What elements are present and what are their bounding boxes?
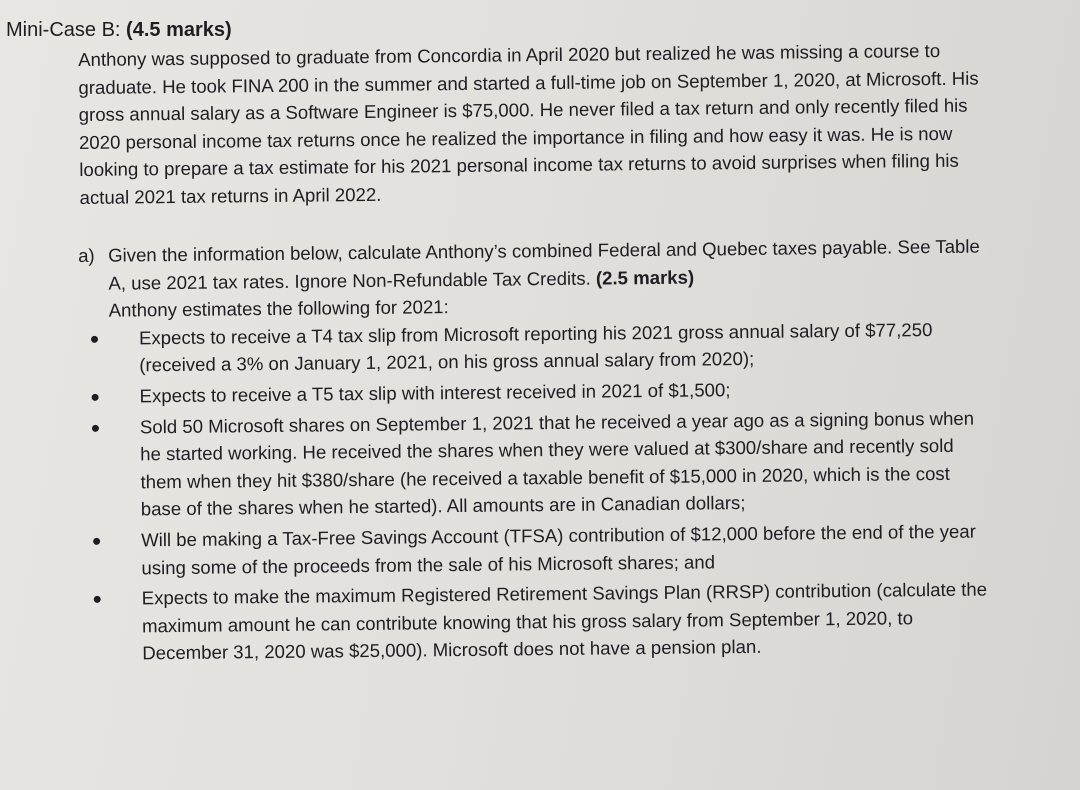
list-item [82, 576, 993, 668]
question-a-label: a) [78, 244, 95, 266]
bullet-icon [92, 424, 99, 431]
list-item [81, 517, 992, 582]
bullet-icon [91, 336, 98, 343]
question-a [78, 232, 992, 670]
question-a-text: Given the information below, calculate Anthony’s combined Federal and Quebec taxes payable. See Table A, use 2021 tax rates. Ignore Non-Refundable Tax Credits. [108, 235, 980, 294]
bullet-icon [93, 538, 100, 545]
question-a-lead: Anthony estimates the following for 2021: [108, 296, 449, 321]
estimates-list [79, 315, 993, 668]
list-item-text: Expects to receive a T5 tax slip with interest received in 2021 of $1,500; [139, 379, 731, 407]
list-item [80, 404, 991, 524]
question-a-prompt [108, 232, 989, 296]
bullet-icon [94, 596, 101, 603]
question-a-marks: (2.5 marks) [595, 266, 695, 289]
list-item-text: Will be making a Tax-Free Savings Account (TFSA) contribution of $12,000 before the end of the year using some of the proceeds from the sale of his Microsoft shares; and [141, 520, 976, 578]
list-item-text: Sold 50 Microsoft shares on September 1, 2021 that he received a year ago as a signing bonus when he started working. He received the shares when they were valued at $300/share and recently sold them when they hit $380/share (he received a taxable benefit of $15,000 in 2020, which is the cost base of the shares when he started). All amounts are in Canadian dollars; [139, 407, 975, 520]
list-item-text: Expects to make the maximum Registered Retirement Savings Plan (RRSP) contribution (calculate the maximum amount he can contribute knowing that his gross salary from September 1, 2020, to December 31, 2020 was $25,000). Microsoft does not have a pension plan. [141, 578, 988, 664]
case-intro-paragraph: Anthony was supposed to graduate from Concordia in April 2020 but realized he was missing a course to graduate. He took FINA 200 in the summer and started a full-time job on September 1, 2020, at Microsoft. His gross annual salary as a Software Engineer is $75,000. He never filed a tax return and only recently filed his 2020 personal income tax returns once he realized the importance in filing and how easy it was. He is now looking to prepare a tax estimate for his 2021 personal income tax returns to avoid surprises when filing his actual 2021 tax returns in April 2022. [78, 39, 979, 208]
case-marks: (4.5 marks) [126, 19, 232, 41]
list-item-text: Expects to receive a T4 tax slip from Microsoft reporting his 2021 gross annual salary of $77,250 (received a 3% on January 1, 2021, on his gross annual salary from 2020); [138, 318, 933, 376]
list-item [79, 315, 990, 380]
case-heading [6, 16, 232, 44]
bullet-icon [92, 394, 99, 401]
case-title: Mini-Case B: [6, 19, 121, 41]
question-a-body [108, 232, 989, 324]
